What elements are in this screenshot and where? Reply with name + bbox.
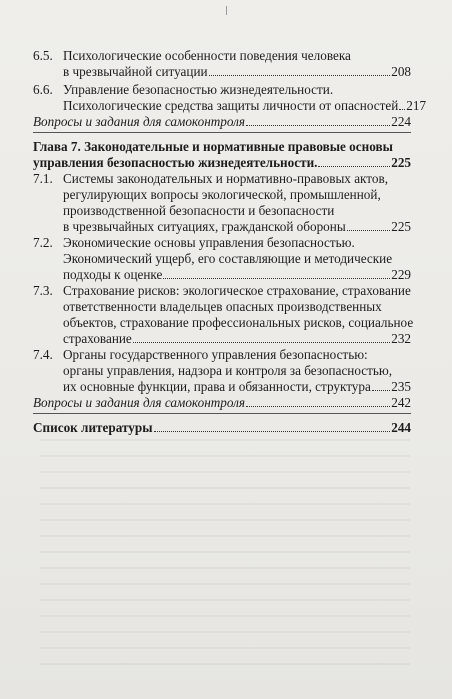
entry-title-line: регулирующих вопросы экологической, промышленной, xyxy=(63,187,381,202)
page-number: 235 xyxy=(391,379,411,394)
chapter-title-line: Глава 7. Законодательные и нормативные правовые основы xyxy=(33,139,393,154)
show-through-text xyxy=(40,430,410,670)
entry-number: 7.4. xyxy=(33,347,53,362)
entry-title-line: их основные функции, права и обязанности, структура xyxy=(63,379,371,394)
entry-title-line: Психологические средства защиты личности от опасностей xyxy=(63,98,399,113)
toc-chapter-7[interactable] xyxy=(33,139,411,171)
entry-title-line: в чрезвычайных ситуациях, гражданской обороны xyxy=(63,219,346,234)
toc-entry-questions-6[interactable] xyxy=(33,114,411,130)
divider xyxy=(33,132,411,133)
entry-number: 6.6. xyxy=(33,82,53,97)
entry-title-line: Психологические особенности поведения человека xyxy=(63,48,351,63)
toc-entry-6-6[interactable] xyxy=(33,82,427,114)
entry-number: 7.1. xyxy=(33,171,53,186)
entry-title: Вопросы и задания для самоконтроля xyxy=(33,114,245,129)
entry-title-line: Органы государственного управления безопасностью: xyxy=(63,347,368,362)
entry-title-line: производственной безопасности и безопасности xyxy=(63,203,335,218)
entry-title-line: Управление безопасностью жизнедеятельности. xyxy=(63,82,334,97)
table-of-contents xyxy=(33,48,427,436)
page-number: 244 xyxy=(391,420,411,435)
toc-entry-questions-7[interactable] xyxy=(33,395,411,411)
dot-leader xyxy=(246,396,390,407)
entry-title-line: ответственности владельцев опасных производственных xyxy=(63,299,382,314)
page-mark xyxy=(226,6,227,15)
toc-entry-7-4[interactable] xyxy=(33,347,411,395)
toc-entry-7-2[interactable] xyxy=(33,235,411,283)
page-number: 232 xyxy=(391,331,411,346)
entry-title-line: объектов, страхование профессиональных рисков, социальное xyxy=(63,315,414,330)
page-number: 242 xyxy=(391,395,411,410)
page-number: 229 xyxy=(391,267,411,282)
entry-number: 7.2. xyxy=(33,235,53,250)
entry-title-line: органы управления, надзора и контроля за безопасностью, xyxy=(63,363,393,378)
dot-leader xyxy=(133,332,390,343)
toc-entry-7-1[interactable] xyxy=(33,171,411,235)
dot-leader xyxy=(347,220,391,231)
dot-leader xyxy=(246,115,390,126)
entry-title-line: Экономические основы управления безопасностью. xyxy=(63,235,355,250)
entry-title-line: Страхование рисков: экологическое страхование, страхование xyxy=(63,283,411,298)
entry-title-line: в чрезвычайной ситуации xyxy=(63,64,208,79)
dot-leader xyxy=(163,268,390,279)
entry-title: Вопросы и задания для самоконтроля xyxy=(33,395,245,410)
entry-title: Список литературы xyxy=(33,420,153,435)
dot-leader xyxy=(209,65,391,76)
divider xyxy=(33,413,411,414)
entry-title-line: страхование xyxy=(63,331,132,346)
toc-entry-6-5[interactable] xyxy=(33,48,411,80)
page-number: 224 xyxy=(391,114,411,129)
entry-number: 6.5. xyxy=(33,48,53,63)
page-number: 225 xyxy=(391,155,411,170)
entry-title-line: Экономический ущерб, его составляющие и методические xyxy=(63,251,393,266)
page-number: 208 xyxy=(391,64,411,79)
dot-leader xyxy=(372,380,390,391)
dot-leader xyxy=(318,156,390,167)
entry-number: 7.3. xyxy=(33,283,53,298)
page-number: 225 xyxy=(391,219,411,234)
dot-leader xyxy=(399,99,405,110)
entry-title-line: подходы к оценке xyxy=(63,267,163,282)
page-number: 217 xyxy=(406,98,427,113)
chapter-title-line: управления безопасностью жизнедеятельности. xyxy=(33,155,318,170)
toc-entry-7-3[interactable] xyxy=(33,283,414,347)
entry-title-line: Системы законодательных и нормативно-правовых актов, xyxy=(63,171,388,186)
